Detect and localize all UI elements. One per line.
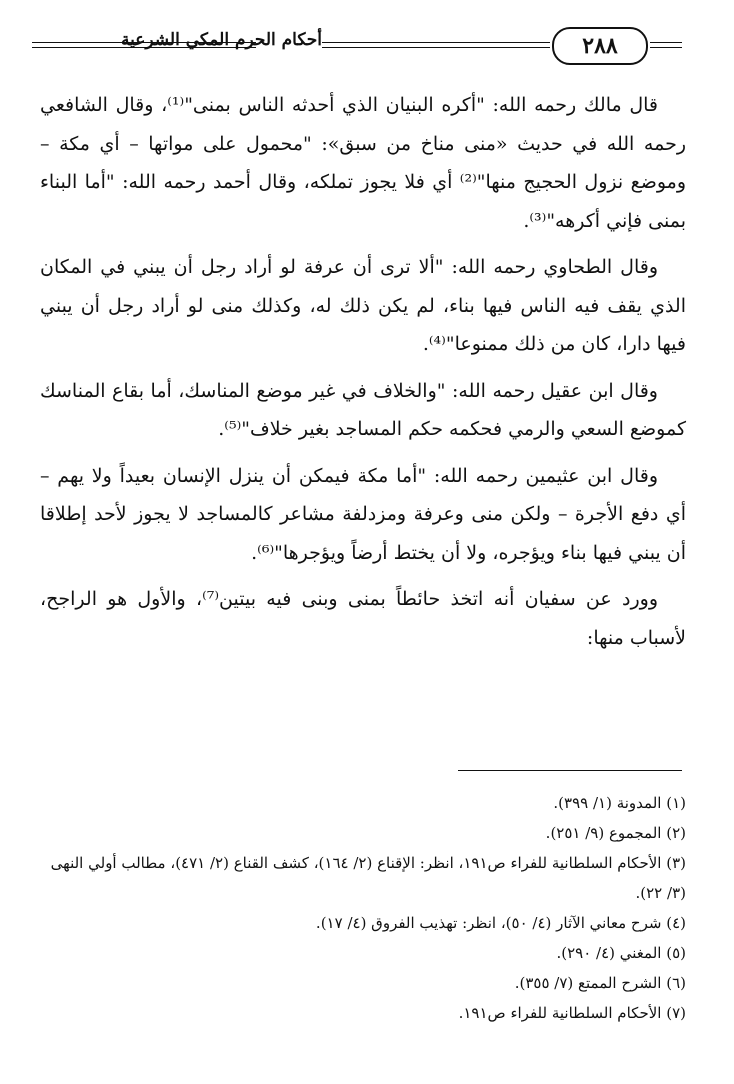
footnote: (٧) الأحكام السلطانية للفراء ص١٩١. [458,1004,686,1022]
paragraph: وقال ابن عثيمين رحمه الله: "أما مكة فيمكن أن ينزل الإنسان بعيداً ولا يهم – أي دفع الأجرة – ولكن منى وعرفة ومزدلفة مشاعر كالمساجد لا يجوز لأحد إطلاقا أن يبني فيها بناء ويؤجره، ولا أن يختط أرضاً ويؤجرها"⁽⁶⁾. [40,464,686,564]
header-rule-right-double [650,47,682,48]
header-rule-middle-double [322,47,550,48]
footnote: (٦) الشرح الممتع (٧/ ٣٥٥). [514,974,686,992]
footnote-separator [458,770,682,771]
footnote: (٤) شرح معاني الآثار (٤/ ٥٠)، انظر: تهذيب الفروق (٤/ ١٧). [315,914,686,932]
header-rule-middle [322,42,550,43]
page-number: ٢٨٨ [552,27,648,65]
page-header [32,22,684,70]
paragraph: قال مالك رحمه الله: "أكره البنيان الذي أحدثه الناس بمنى"⁽¹⁾، وقال الشافعي رحمه الله في حديث «منى مناخ من سبق»: "محمول على مواتها – أي مكة – وموضع نزول الحجيج منها"⁽²⁾ أي فلا يجوز تملكه، وقال أحمد رحمه الله: "أما البناء بمنى فإني أكرهه"⁽³⁾. [40,94,686,232]
running-title: أحكام الحرم المكي الشرعية [121,30,322,50]
footnote: (١) المدونة (١/ ٣٩٩). [553,794,686,812]
footnote: (٥) المغني (٤/ ٢٩٠). [556,944,686,962]
footnotes [40,788,686,1028]
header-rule-right [650,42,682,43]
footnote: (٢) المجموع (٩/ ٢٥١). [545,824,686,842]
footnote: (٣) الأحكام السلطانية للفراء ص١٩١، انظر: الإقناع (٢/ ١٦٤)، كشف القناع (٢/ ٤٧١)، مطالب أولي النهى (٣/ ٢٢). [50,854,686,902]
paragraph: وورد عن سفيان أنه اتخذ حائطاً بمنى وبنى فيه بيتين⁽⁷⁾، والأول هو الراجح، لأسباب منها: [40,588,686,649]
paragraph: وقال الطحاوي رحمه الله: "ألا ترى أن عرفة لو أراد رجل أن يبني في المكان الذي يقف فيه الناس فيها بناء، لم يكن ذلك له، وكذلك منى لو أراد رجل أن يبني فيها دارا، كان من ذلك ممنوعا"⁽⁴⁾. [40,256,686,355]
paragraph: وقال ابن عقيل رحمه الله: "والخلاف في غير موضع المناسك، أما بقاع المناسك كموضع السعي والرمي فحكمه حكم المساجد بغير خلاف"⁽⁵⁾. [40,379,686,440]
main-text [40,86,686,665]
